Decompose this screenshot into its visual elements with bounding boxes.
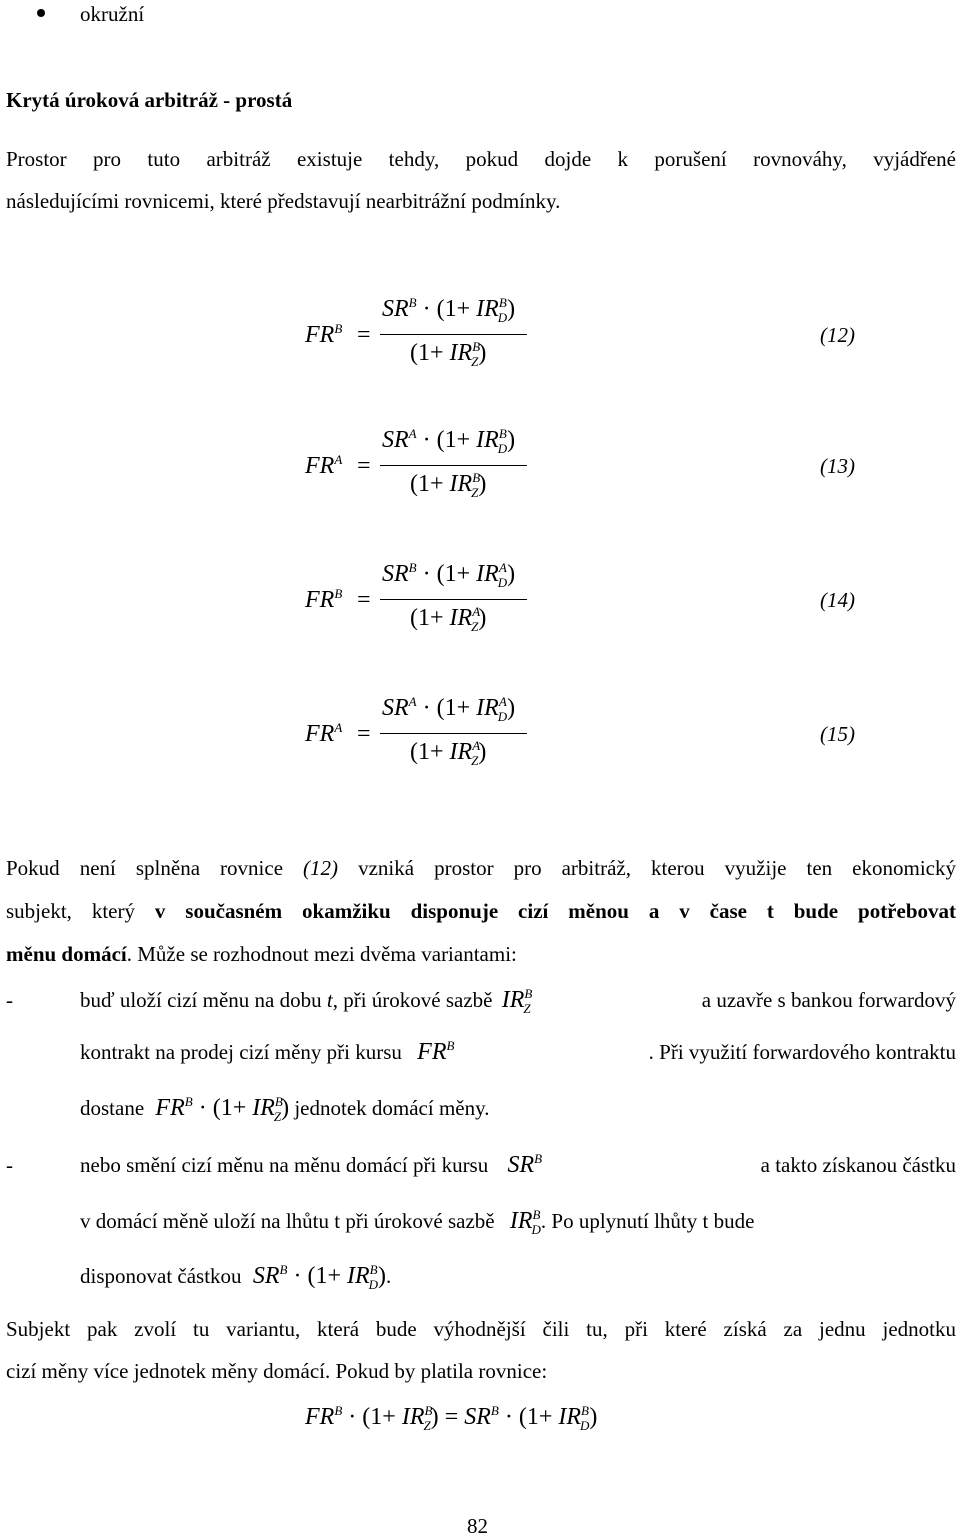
fraction-bar (380, 733, 527, 734)
sr-b-symbol: $SR^B$ (507, 1151, 543, 1178)
equation-number: (15) (820, 722, 855, 746)
equation-numerator: $SR^A \cdot (1+ IR^B_D)$ (382, 426, 516, 456)
section-title: Krytá úroková arbitráž - prostá (6, 88, 293, 112)
final-equation: $FR^B \cdot (1+ IR^B_Z) = SR^B \cdot (1+ IR^B_D)$ (305, 1403, 598, 1433)
equation-numerator: $SR^A \cdot (1+ IR^A_D)$ (382, 694, 516, 724)
equation-15 (0, 691, 960, 791)
equation-numerator: $SR^B \cdot (1+ IR^A_D)$ (382, 560, 516, 590)
equals-sign: = (357, 587, 371, 613)
equation-14 (0, 557, 960, 657)
bullet-item: okružní (80, 2, 145, 26)
para2-line-2: subjekt, který v současném okamžiku disponuje cizí měnou a v čase t bude potřebovat (6, 899, 957, 923)
ir-d-b-symbol: $IR^B_D$ (509, 1207, 541, 1237)
equation-lhs: $FR^A$ (305, 452, 343, 479)
list-dash: - (6, 988, 13, 1012)
fr-b-symbol: $FR^B$ (417, 1038, 455, 1065)
fraction-bar (380, 465, 527, 466)
equation-denominator: $(1+ IR^B_Z)$ (410, 339, 487, 369)
ir-z-b-symbol: $IR^B_Z$ (501, 986, 533, 1016)
intro-line-2: následujícími rovnicemi, které představují nearbitrážní podmínky. (6, 189, 561, 213)
equation-denominator: $(1+ IR^A_Z)$ (410, 604, 487, 634)
equals-sign: = (357, 322, 371, 348)
fraction-bar (380, 334, 527, 335)
equation-denominator: $(1+ IR^B_Z)$ (410, 470, 487, 500)
option2-line-1: nebo smění cizí měnu na měnu domácí při kursu $SR^B$ a takto získanou částku (80, 1151, 956, 1178)
intro-line-1: Prostor pro tuto arbitráž existuje tehdy, pokud dojde k porušení rovnováhy, vyjádřené (6, 147, 956, 171)
fraction-bar (380, 599, 527, 600)
equation-number: (14) (820, 588, 855, 612)
option1-line-3: dostane $FR^B \cdot (1+ IR^B_Z)$ jednotek domácí měny. (80, 1094, 490, 1124)
list-dash: - (6, 1153, 13, 1177)
fr-times-ir-expression: $FR^B \cdot (1+ IR^B_Z)$ (155, 1094, 290, 1124)
equals-sign: = (357, 721, 371, 747)
equation-lhs: $FR^B$ (305, 321, 343, 348)
bullet-dot (37, 9, 45, 17)
option1-line-2: kontrakt na prodej cizí měny při kursu $FR^B$ . Při využití forwardového kontraktu (80, 1038, 956, 1065)
para3-line-1: Subjekt pak zvolí tu variantu, která bude výhodnější čili tu, při které získá za jednu jednotku (6, 1317, 956, 1341)
equation-12 (0, 292, 960, 392)
equation-lhs: $FR^B$ (305, 586, 343, 613)
para3-line-2: cizí měny více jednotek měny domácí. Pokud by platila rovnice: (6, 1359, 548, 1383)
page-number: 82 (467, 1514, 488, 1538)
option2-line-3: disponovat částkou $SR^B \cdot (1+ IR^B_D)$. (80, 1262, 392, 1292)
option2-line-2: v domácí měně uloží na lhůtu t při úrokové sazbě $IR^B_D$. Po uplynutí lhůty t bude (80, 1207, 755, 1237)
para2-line-1: Pokud není splněna rovnice (12) vzniká prostor pro arbitráž, kterou využije ten ekonomický (6, 856, 956, 880)
equation-numerator: $SR^B \cdot (1+ IR^B_D)$ (382, 295, 516, 325)
equation-lhs: $FR^A$ (305, 720, 343, 747)
para2-line-3: měnu domácí. Může se rozhodnout mezi dvěma variantami: (6, 942, 517, 966)
equation-13 (0, 423, 960, 523)
option1-line-1: buď uloží cizí měnu na dobu t, při úrokové sazbě $IR^B_Z$ a uzavře s bankou forwardový (80, 986, 956, 1016)
equation-number: (12) (820, 323, 855, 347)
equals-sign: = (357, 453, 371, 479)
sr-times-ir-expression: $SR^B \cdot (1+ IR^B_D)$ (252, 1262, 386, 1292)
equation-denominator: $(1+ IR^A_Z)$ (410, 738, 487, 768)
equation-number: (13) (820, 454, 855, 478)
